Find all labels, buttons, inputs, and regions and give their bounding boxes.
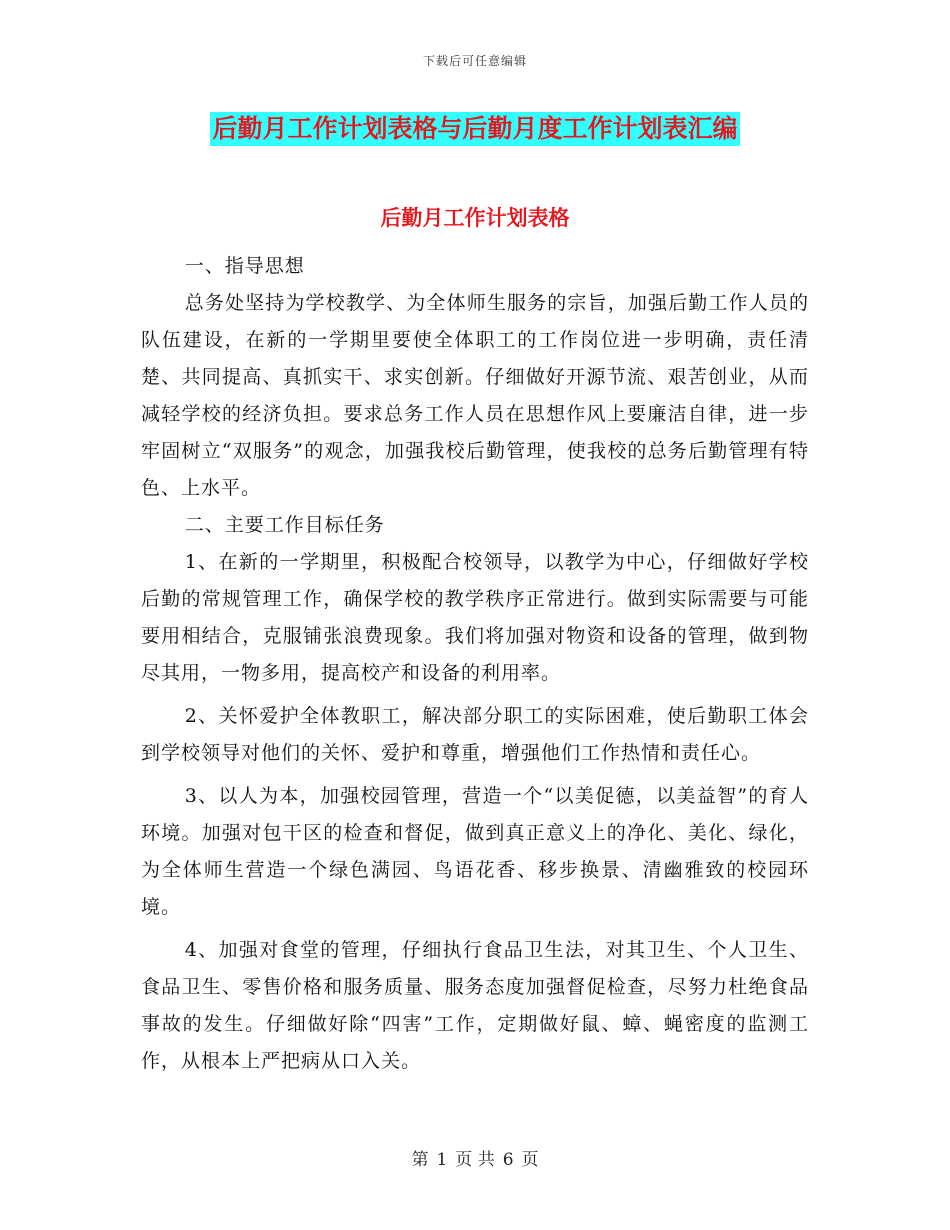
heading-main-tasks: 二、主要工作目标任务 [184, 514, 385, 536]
footer-total-pages: 6 [502, 1150, 514, 1170]
page-header-note: 下载后可任意编辑 [422, 54, 527, 68]
document-body [141, 248, 809, 1080]
document-title: 后勤月工作计划表格与后勤月度工作计划表汇编 [210, 112, 739, 146]
body-paragraph: 3、以人为本，加强校园管理，营造一个“以美促德，以美益智”的育人环境。加强对包干区的检查和督促，做到真正意义上的净化、美化、绿化，为全体师生营造一个绿色满园、鸟语花香、移步换景、清幽雅致的校园环境。 [141, 785, 809, 918]
heading-guiding-ideology: 一、指导思想 [184, 255, 305, 277]
body-paragraph: 总务处坚持为学校教学、为全体师生服务的宗旨，加强后勤工作人员的队伍建设，在新的一学期里要使全体职工的工作岗位进一步明确，责任清楚、共同提高、真抓实干、求实创新。仔细做好开源节流、艰苦创业，从而减轻学校的经济负担。要求总务工作人员在思想作风上要廉洁自律，进一步牢固树立“双服务”的观念，加强我校后勤管理，使我校的总务后勤管理有特色、上水平。 [141, 292, 809, 499]
section-title: 后勤月工作计划表格 [380, 206, 570, 230]
footer-page-number: 1 [436, 1150, 448, 1170]
page-footer [0, 1145, 950, 1170]
footer-prefix: 第 [411, 1150, 429, 1170]
footer-mid: 页 共 [455, 1150, 495, 1170]
main-title-container [0, 112, 950, 146]
footer-suffix: 页 [521, 1150, 539, 1170]
body-paragraph: 2、关怀爱护全体教职工，解决部分职工的实际困难，使后勤职工体会到学校领导对他们的关怀、爱护和尊重，增强他们工作热情和责任心。 [141, 705, 809, 764]
body-paragraph: 1、在新的一学期里，积极配合校领导，以教学为中心，仔细做好学校后勤的常规管理工作，确保学校的教学秩序正常进行。做到实际需要与可能要用相结合，克服铺张浪费现象。我们将加强对物资和设备的管理，做到物尽其用，一物多用，提高校产和设备的利用率。 [141, 551, 809, 684]
body-paragraph: 4、加强对食堂的管理，仔细执行食品卫生法，对其卫生、个人卫生、食品卫生、零售价格和服务质量、服务态度加强督促检查，尽努力杜绝食品事故的发生。仔细做好除“四害”工作，定期做好鼠、蟑、蝇密度的监测工作，从根本上严把病从口入关。 [141, 939, 809, 1072]
